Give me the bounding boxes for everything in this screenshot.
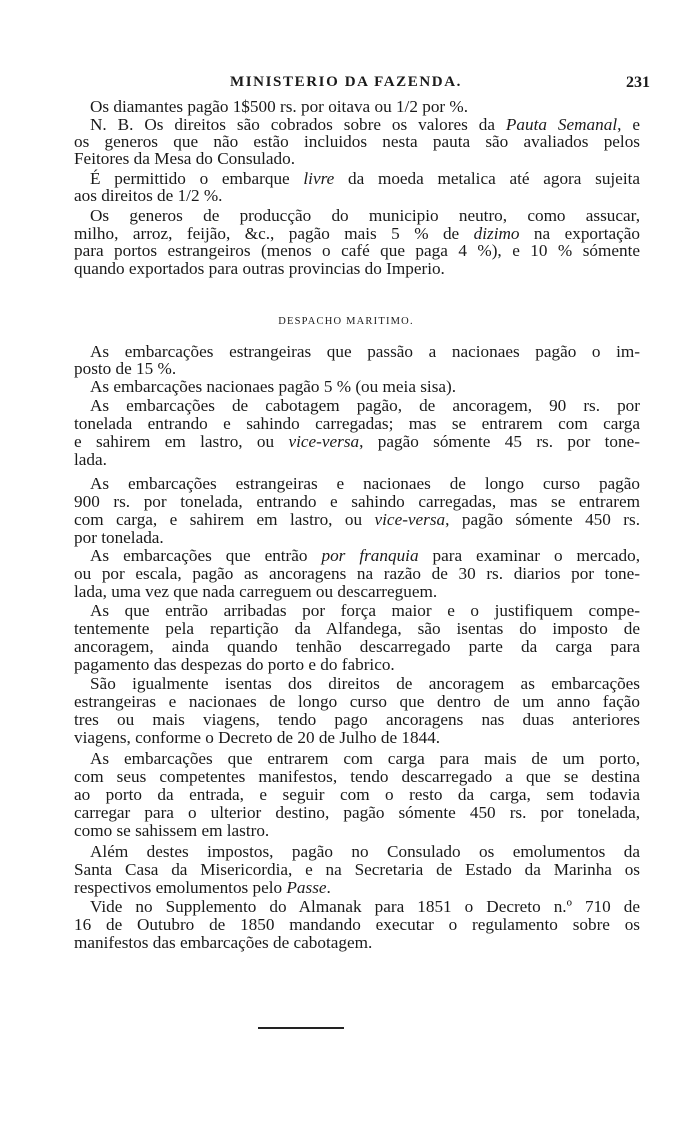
italic-text: vice-versa bbox=[374, 510, 446, 529]
text-segment: As embarcações estrangeiras que passão a nacionaes pagão o im- bbox=[90, 342, 640, 361]
text-line bbox=[74, 620, 640, 638]
text-line bbox=[74, 656, 640, 674]
text-segment: viagens, conforme o Decreto de 20 de Julho de 1844. bbox=[74, 728, 441, 747]
text-line bbox=[74, 493, 640, 511]
text-segment: lada. bbox=[74, 450, 107, 469]
text-segment: N. B. Os direitos são cobrados sobre os valores da bbox=[90, 115, 506, 134]
italic-text: por franquia bbox=[321, 546, 419, 565]
text-line bbox=[90, 898, 640, 916]
text-segment: para portos estrangeiros (menos o café que paga 4 %), e 10 % sómente bbox=[74, 241, 640, 260]
text-segment: tres ou mais viagens, tendo pago ancoragens nas duas anteriores bbox=[74, 710, 640, 729]
text-line bbox=[74, 768, 640, 786]
text-line bbox=[74, 711, 640, 729]
text-line bbox=[74, 693, 640, 711]
text-segment: As embarcações de cabotagem pagão, de ancoragem, 90 rs. por bbox=[90, 396, 640, 415]
text-segment: milho, arroz, feijão, &c., pagão mais 5 % de bbox=[74, 224, 474, 243]
text-segment: e sahirem em lastro, ou bbox=[74, 432, 289, 451]
text-line bbox=[90, 750, 640, 768]
text-line bbox=[90, 602, 640, 620]
text-segment: ou por escala, pagão as ancoragens na razão de 30 rs. diarios por tone- bbox=[74, 564, 640, 583]
text-line bbox=[74, 360, 640, 378]
text-line bbox=[74, 879, 640, 897]
text-segment: por tonelada. bbox=[74, 528, 164, 547]
text-segment: . bbox=[326, 878, 331, 897]
text-segment: Santa Casa da Misericordia, e na Secretaria de Estado da Marinha os bbox=[74, 860, 640, 879]
italic-text: livre bbox=[303, 169, 335, 188]
text-line bbox=[74, 187, 640, 205]
text-segment: os generos que não estão incluidos nesta pauta são avaliados pelos bbox=[74, 132, 640, 151]
text-segment: , e bbox=[617, 115, 640, 134]
text-line bbox=[74, 565, 640, 583]
text-segment: ao porto da entrada, e seguir com o resto da carga, sem todavia bbox=[74, 785, 640, 804]
italic-text: dizimo bbox=[473, 224, 520, 243]
text-segment: As embarcações nacionaes pagão 5 % (ou meia sisa). bbox=[90, 377, 457, 396]
italic-text: Pauta Semanal bbox=[505, 115, 618, 134]
text-segment: como se sahissem em lastro. bbox=[74, 821, 270, 840]
text-line bbox=[90, 207, 640, 225]
text-line bbox=[74, 804, 640, 822]
text-segment: posto de 15 %. bbox=[74, 359, 177, 378]
text-segment: tentemente pela repartição da Alfandega, são isentas do imposto de bbox=[74, 619, 640, 638]
text-line bbox=[90, 98, 640, 116]
text-segment: estrangeiras e nacionaes de longo curso que dentro de um anno fação bbox=[74, 692, 640, 711]
text-segment: Os generos de producção do municipio neutro, como assucar, bbox=[90, 206, 640, 225]
text-line bbox=[74, 242, 640, 260]
text-segment: São igualmente isentas dos direitos de ancoragem as embarcações bbox=[90, 674, 640, 693]
text-segment: com seus competentes manifestos, tendo descarregado a que se destina bbox=[74, 767, 640, 786]
text-segment: na exportação bbox=[519, 224, 640, 243]
text-segment: , pagão sómente 450 rs. bbox=[445, 510, 640, 529]
text-segment: manifestos das embarcações de cabotagem. bbox=[74, 933, 373, 952]
text-line bbox=[74, 916, 640, 934]
text-line bbox=[74, 786, 640, 804]
text-segment: As que entrão arribadas por força maior e o justifiquem compe- bbox=[90, 601, 640, 620]
italic-text: Passe bbox=[286, 878, 327, 897]
text-segment: Os diamantes pagão 1$500 rs. por oitava ou 1/2 por %. bbox=[90, 97, 469, 116]
text-line bbox=[74, 861, 640, 879]
text-segment: carregar para o ulterior destino, pagão sómente 450 rs. por tonelada, bbox=[74, 803, 640, 822]
text-line bbox=[74, 529, 640, 547]
text-segment: quando exportados para outras provincias do Imperio. bbox=[74, 259, 445, 278]
text-line bbox=[90, 547, 640, 565]
text-segment: 16 de Outubro de 1850 mandando executar o regulamento sobre os bbox=[74, 915, 640, 934]
text-line bbox=[74, 415, 640, 433]
text-segment: para examinar o mercado, bbox=[418, 546, 640, 565]
text-segment: com carga, e sahirem em lastro, ou bbox=[74, 510, 375, 529]
text-segment: As embarcações que entrão bbox=[90, 546, 322, 565]
text-line bbox=[74, 583, 640, 601]
text-line bbox=[90, 843, 640, 861]
text-line bbox=[74, 451, 640, 469]
running-header: MINISTERIO DA FAZENDA. bbox=[229, 74, 463, 90]
text-line bbox=[74, 433, 640, 451]
text-segment: da moeda metalica até agora sujeita bbox=[334, 169, 640, 188]
text-segment: É permittido o embarque bbox=[90, 169, 304, 188]
page-number: 231 bbox=[626, 74, 650, 91]
text-line bbox=[74, 260, 640, 278]
text-segment: As embarcações que entrarem com carga para mais de um porto, bbox=[90, 749, 640, 768]
text-segment: pagamento das despezas do porto e do fabrico. bbox=[74, 655, 395, 674]
text-segment: aos direitos de 1/2 %. bbox=[74, 186, 223, 205]
text-line bbox=[74, 150, 640, 168]
text-segment: Além destes impostos, pagão no Consulado os emolumentos da bbox=[90, 842, 640, 861]
text-segment: respectivos emolumentos pelo bbox=[74, 878, 287, 897]
text-line bbox=[90, 475, 640, 493]
text-segment: lada, uma vez que nada carreguem ou descarreguem. bbox=[74, 582, 438, 601]
text-line bbox=[74, 638, 640, 656]
text-segment: , pagão sómente 45 rs. por tone- bbox=[359, 432, 640, 451]
text-segment: As embarcações estrangeiras e nacionaes de longo curso pagão bbox=[90, 474, 640, 493]
text-segment: tonelada entrando e sahindo carregadas; mas se entrarem com carga bbox=[74, 414, 640, 433]
text-line bbox=[90, 378, 640, 396]
italic-text: vice-versa bbox=[288, 432, 360, 451]
text-line bbox=[74, 511, 640, 529]
text-segment: Vide no Supplemento do Almanak para 1851 o Decreto n.º 710 de bbox=[90, 897, 640, 916]
text-line bbox=[90, 675, 640, 693]
text-segment: 900 rs. por tonelada, entrando e sahindo carregadas, mas se entrarem bbox=[74, 492, 640, 511]
text-segment: Feitores da Mesa do Consulado. bbox=[74, 149, 296, 168]
section-heading: DESPACHO MARITIMO. bbox=[278, 316, 414, 327]
end-rule bbox=[258, 1027, 344, 1029]
text-segment: ancoragem, ainda quando tenhão descarregado parte da carga para bbox=[74, 637, 640, 656]
text-line bbox=[90, 397, 640, 415]
text-line bbox=[74, 934, 640, 952]
text-line bbox=[74, 822, 640, 840]
text-line bbox=[74, 729, 640, 747]
